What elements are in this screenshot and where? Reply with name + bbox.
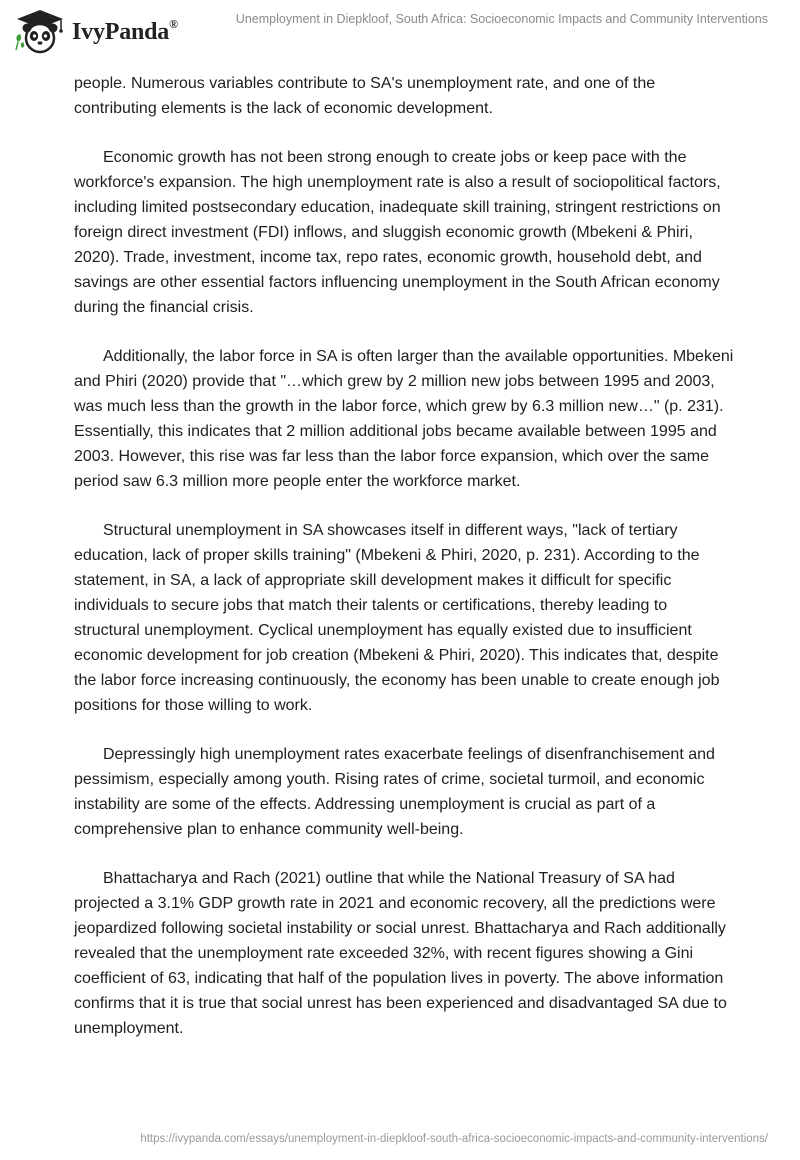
paragraph-1: people. Numerous variables contribute to SA's unemployment rate, and one of the contributing elements is the lack of economic development. — [74, 75, 656, 117]
panda-graduation-cap-icon — [14, 8, 66, 54]
document-title: Unemployment in Diepkloof, South Africa: Socioeconomic Impacts and Community Interventions — [235, 12, 768, 26]
paragraph-4: Structural unemployment in SA showcases itself in different ways, "lack of tertiary education, lack of proper skills training" (Mbekeni & Phiri, 2020, p. 231). According to the statement, in SA, a lack of appropriate skill development makes it difficult for specific individuals to secure jobs that match their talents or certifications, thereby leading to structural unemployment. Cyclical unemployment has equally existed due to insufficient economic development for job creation (Mbekeni & Phiri, 2020). This indicates that, despite the labor force increasing continuously, the economy has been unable to create enough job positions for those willing to work. — [74, 522, 720, 714]
ivypanda-logo[interactable] — [14, 8, 178, 54]
paragraph-6: Bhattacharya and Rach (2021) outline that while the National Treasury of SA had projected a 3.1% GDP growth rate in 2021 and economic recovery, all the predictions were jeopardized following societal instability or social unrest. Bhattacharya and Rach additionally revealed that the unemployment rate exceeded 32%, with recent figures showing a Gini coefficient of 63, indicating that half of the population lives in poverty. The above information confirms that it is true that social unrest has been experienced and disadvantaged SA due to unemployment. — [74, 870, 727, 1037]
brand-name: IvyPanda® — [72, 16, 178, 45]
paragraph-3: Additionally, the labor force in SA is often larger than the available opportunities. Mbekeni and Phiri (2020) provide that "…which grew by 2 million new jobs between 1995 and 2003, was much less than the growth in the labor force, which grew by 6.3 million new…" (p. 231). Essentially, this indicates that 2 million additional jobs became available between 1995 and 2003. However, this rise was far less than the labor force expansion, which over the same period saw 6.3 million more people enter the workforce market. — [74, 348, 734, 490]
paragraph-5: Depressingly high unemployment rates exacerbate feelings of disenfranchisement and pessimism, especially among youth. Rising rates of crime, societal turmoil, and economic instability are some of the effects. Addressing unemployment is crucial as part of a comprehensive plan to enhance community well-being. — [74, 746, 715, 838]
paragraph-2: Economic growth has not been strong enough to create jobs or keep pace with the workforce's expansion. The high unemployment rate is also a result of sociopolitical factors, including limited postsecondary education, inadequate skill training, stringent restrictions on foreign direct investment (FDI) inflows, and sluggish economic growth (Mbekeni & Phiri, 2020). Trade, investment, income tax, repo rates, economic growth, household debt, and savings are other essential factors influencing unemployment in the South African economy during the financial crisis. — [74, 149, 721, 316]
essay-body — [74, 71, 734, 1065]
source-url[interactable]: https://ivypanda.com/essays/unemployment-in-diepkloof-south-africa-socioeconomic-impacts-and-community-interventions/ — [140, 1133, 768, 1145]
page-header — [0, 0, 800, 60]
